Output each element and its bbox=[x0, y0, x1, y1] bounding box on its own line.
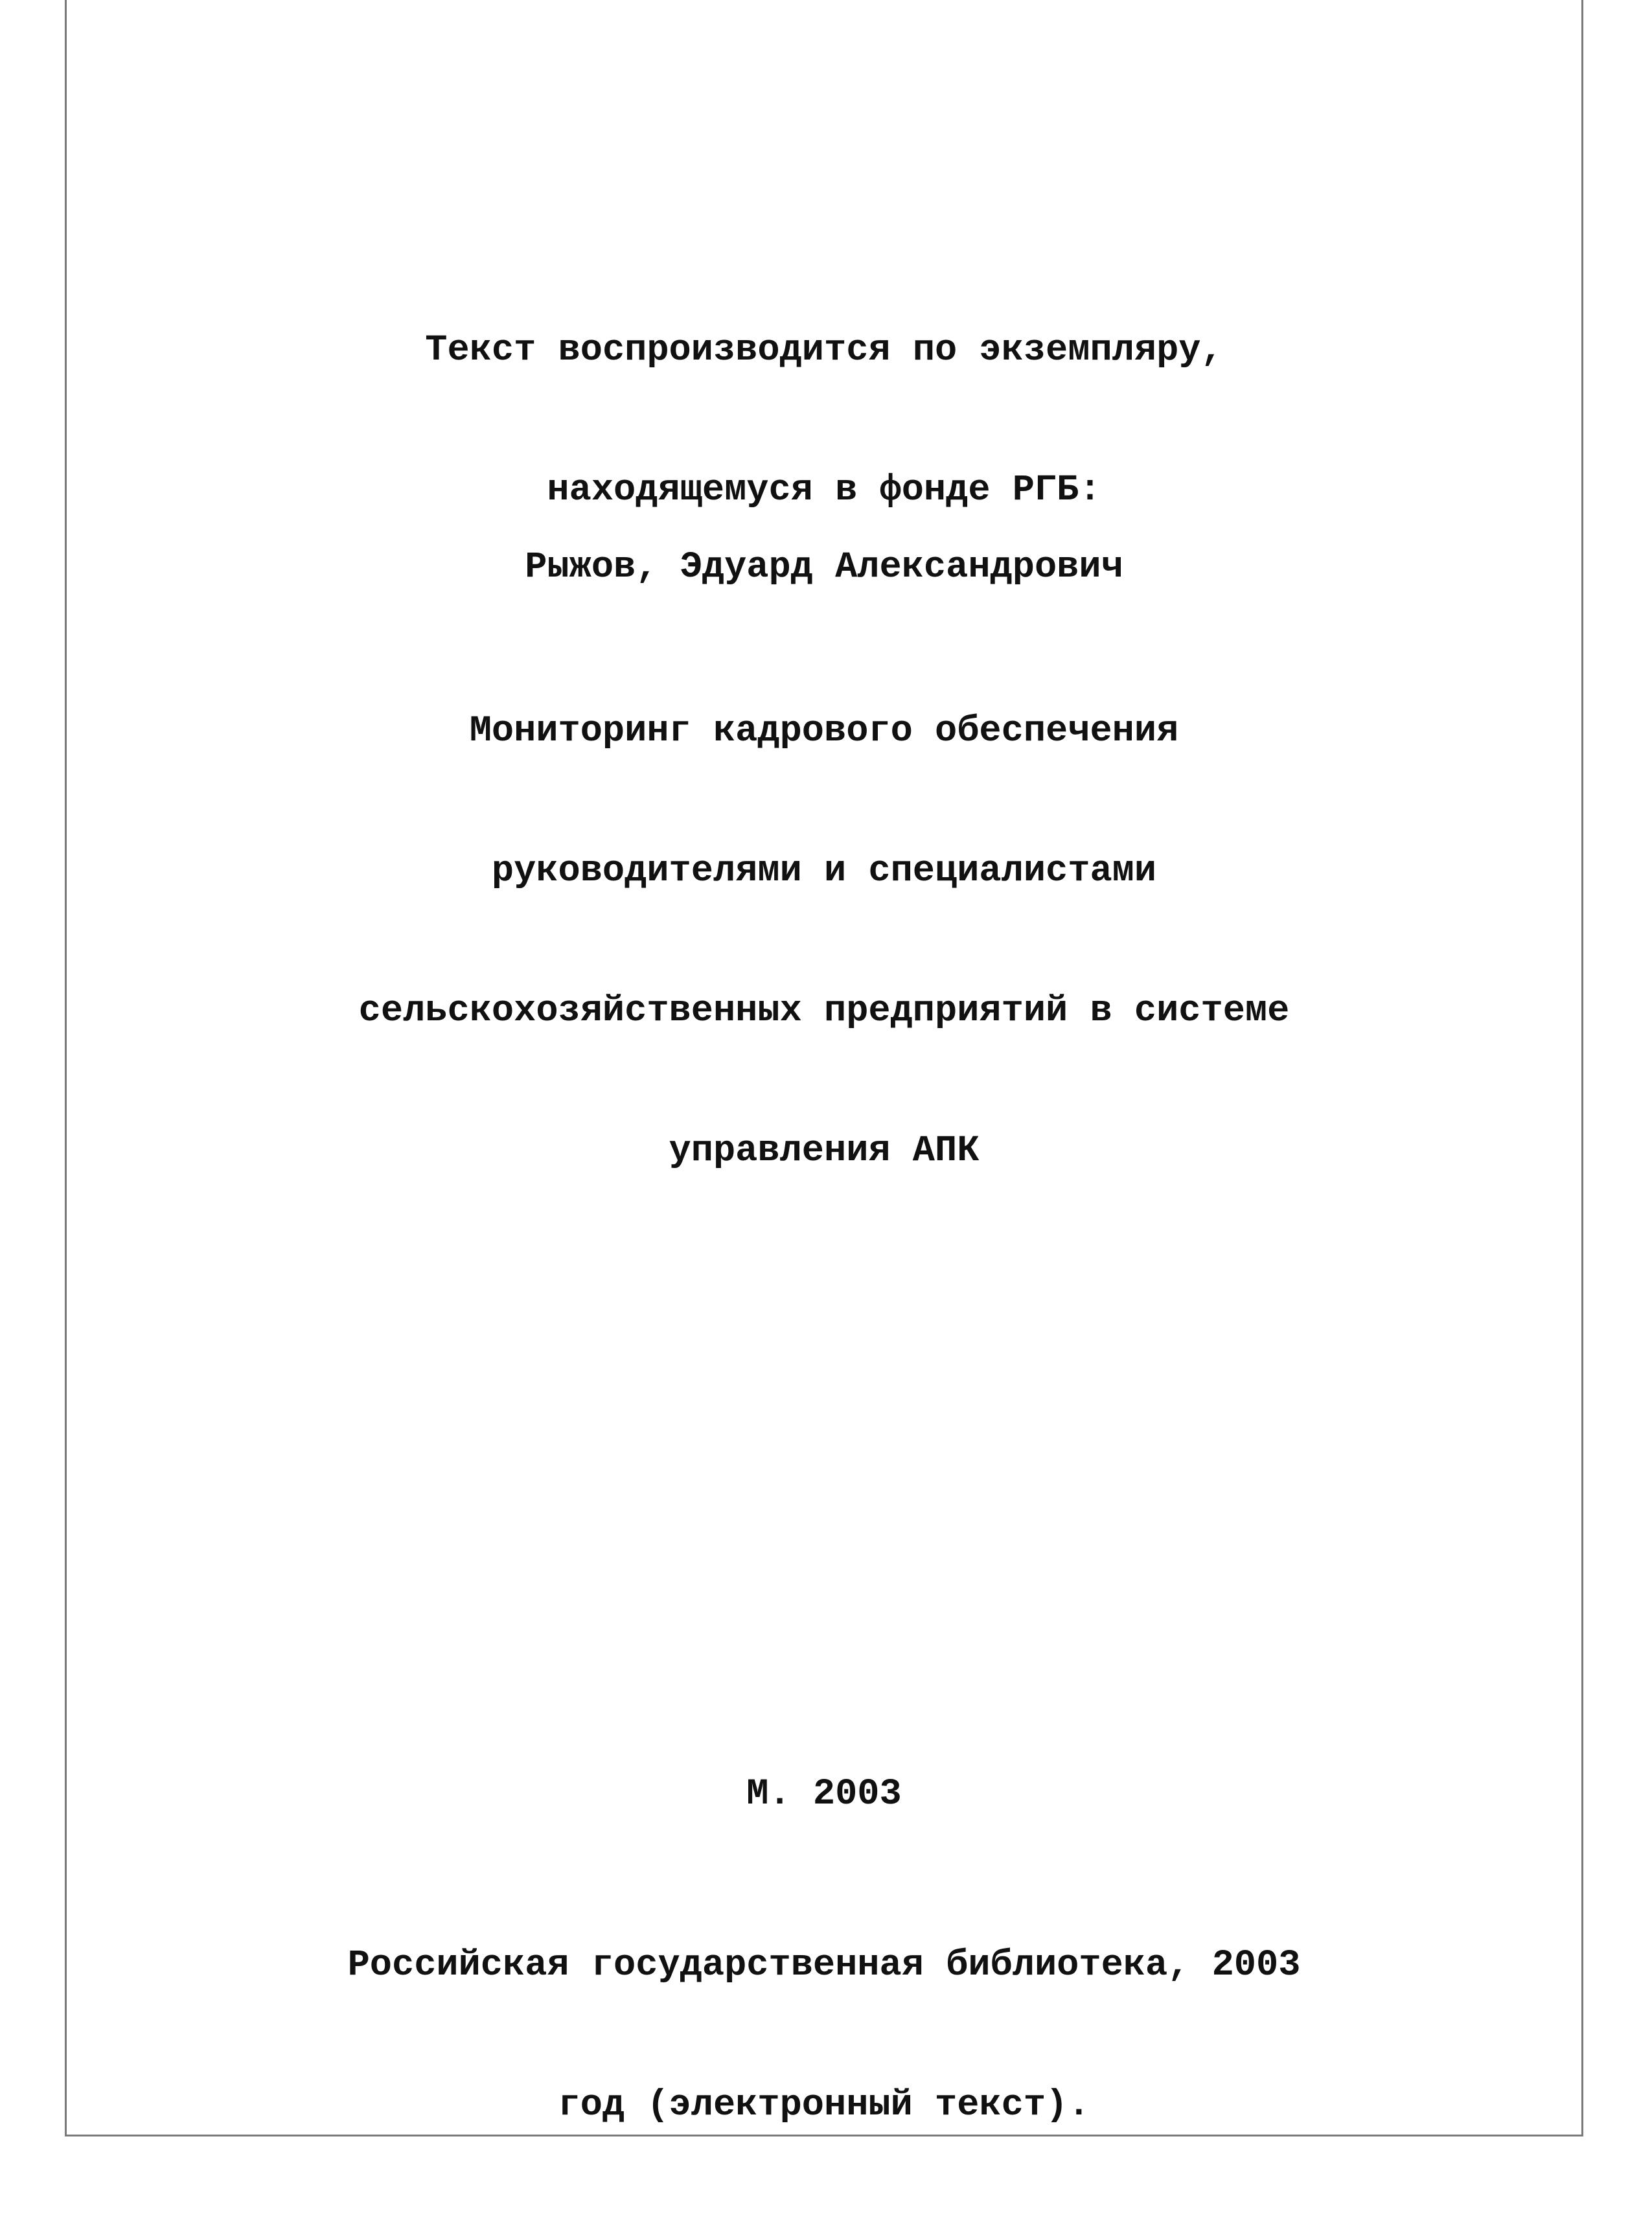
title-line-4: управления АПК bbox=[669, 1130, 980, 1172]
document-page bbox=[65, 0, 1583, 2136]
library-rights bbox=[67, 1849, 1581, 2222]
rights-line-1: Российская государственная библиотека, 2003 bbox=[347, 1945, 1301, 1986]
title-line-3: сельскохозяйственных предприятий в системе bbox=[358, 991, 1290, 1032]
notice-line-2: находящемуся в фонде РГБ: bbox=[547, 470, 1101, 511]
title-line-1: Мониторинг кадрового обеспечения bbox=[469, 711, 1179, 752]
place-year-text: М. 2003 bbox=[746, 1774, 902, 1815]
notice-line-1: Текст воспроизводится по экземпляру, bbox=[425, 330, 1223, 371]
title-line-2: руководителями и специалистами bbox=[491, 851, 1157, 892]
document-title bbox=[67, 615, 1581, 1268]
rights-line-2: год (электронный текст). bbox=[558, 2085, 1090, 2126]
author-text: Рыжов, Эдуард Александрович bbox=[525, 547, 1123, 588]
